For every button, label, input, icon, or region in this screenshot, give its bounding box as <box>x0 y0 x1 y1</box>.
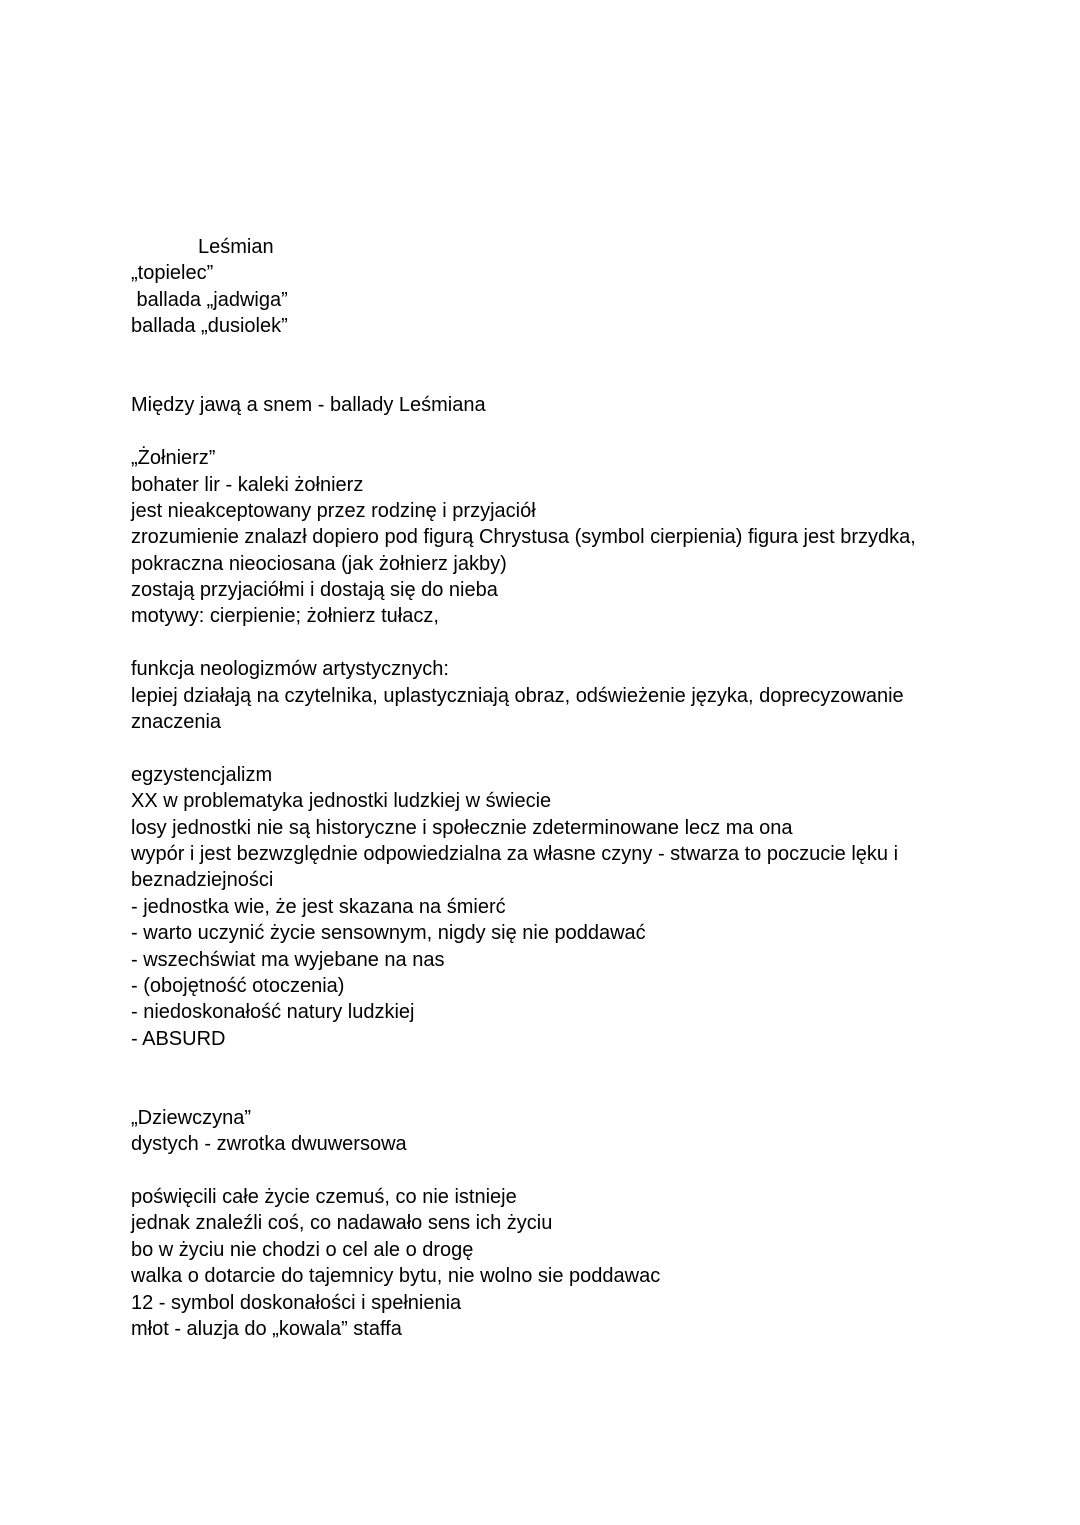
blank-line <box>131 630 961 656</box>
text-line: wypór i jest bezwzględnie odpowiedzialna za własne czyny - stwarza to poczucie lęku i <box>131 842 899 865</box>
text-line: lepiej działają na czytelnika, uplastyczniają obraz, odświeżenie języka, doprecyzowanie <box>131 684 904 707</box>
text-line: bohater lir - kaleki żołnierz <box>131 473 364 496</box>
text-line: - wszechświat ma wyjebane na nas <box>131 948 445 971</box>
text-line: - niedoskonałość natury ludzkiej <box>131 1001 415 1024</box>
blank-line <box>131 419 961 445</box>
document-body <box>131 234 961 1342</box>
blank-line <box>131 1158 961 1184</box>
text-line: walka o dotarcie do tajemnicy bytu, nie wolno sie poddawac <box>131 1265 661 1288</box>
blank-line <box>131 735 961 761</box>
blank-line <box>131 1052 961 1078</box>
text-line: - ABSURD <box>131 1027 226 1050</box>
text-line: zrozumienie znalazł dopiero pod figurą Chrystusa (symbol cierpienia) figura jest brzydka, <box>131 526 916 549</box>
text-line: - warto uczynić życie sensownym, nigdy się nie poddawać <box>131 922 646 945</box>
text-line: ballada „jadwiga” <box>131 288 288 311</box>
text-line: XX w problematyka jednostki ludzkiej w świecie <box>131 790 552 813</box>
text-line: funkcja neologizmów artystycznych: <box>131 658 449 681</box>
text-line: „Żołnierz” <box>131 447 216 470</box>
text-line: znaczenia <box>131 711 222 734</box>
text-line: dystych - zwrotka dwuwersowa <box>131 1133 407 1156</box>
text-line: jednak znaleźli coś, co nadawało sens ich życiu <box>131 1212 553 1235</box>
text-line: losy jednostki nie są historyczne i społecznie zdeterminowane lecz ma ona <box>131 816 793 839</box>
text-line: - (obojętność otoczenia) <box>131 974 345 997</box>
text-line: - jednostka wie, że jest skazana na śmierć <box>131 895 506 918</box>
text-line: Między jawą a snem - ballady Leśmiana <box>131 394 486 417</box>
text-line: „Dziewczyna” <box>131 1106 252 1129</box>
text-line: „topielec” <box>131 262 214 285</box>
text-line: egzystencjalizm <box>131 763 273 786</box>
text-line: młot - aluzja do „kowala” staffa <box>131 1318 402 1341</box>
text-line: bo w życiu nie chodzi o cel ale o drogę <box>131 1238 474 1261</box>
text-line: poświęcili całe życie czemuś, co nie istnieje <box>131 1186 517 1209</box>
blank-line <box>131 1079 961 1105</box>
text-line: zostają przyjaciółmi i dostają się do nieba <box>131 579 498 602</box>
blank-line <box>131 366 961 392</box>
text-line: jest nieakceptowany przez rodzinę i przyjaciół <box>131 499 536 522</box>
blank-line <box>131 340 961 366</box>
text-line: pokraczna nieociosana (jak żołnierz jakby) <box>131 552 507 575</box>
text-line: ballada „dusiolek” <box>131 315 288 338</box>
text-line: beznadziejności <box>131 869 274 892</box>
text-line: motywy: cierpienie; żołnierz tułacz, <box>131 605 439 628</box>
text-line: Leśmian <box>198 236 274 258</box>
text-line: 12 - symbol doskonałości i spełnienia <box>131 1291 462 1314</box>
